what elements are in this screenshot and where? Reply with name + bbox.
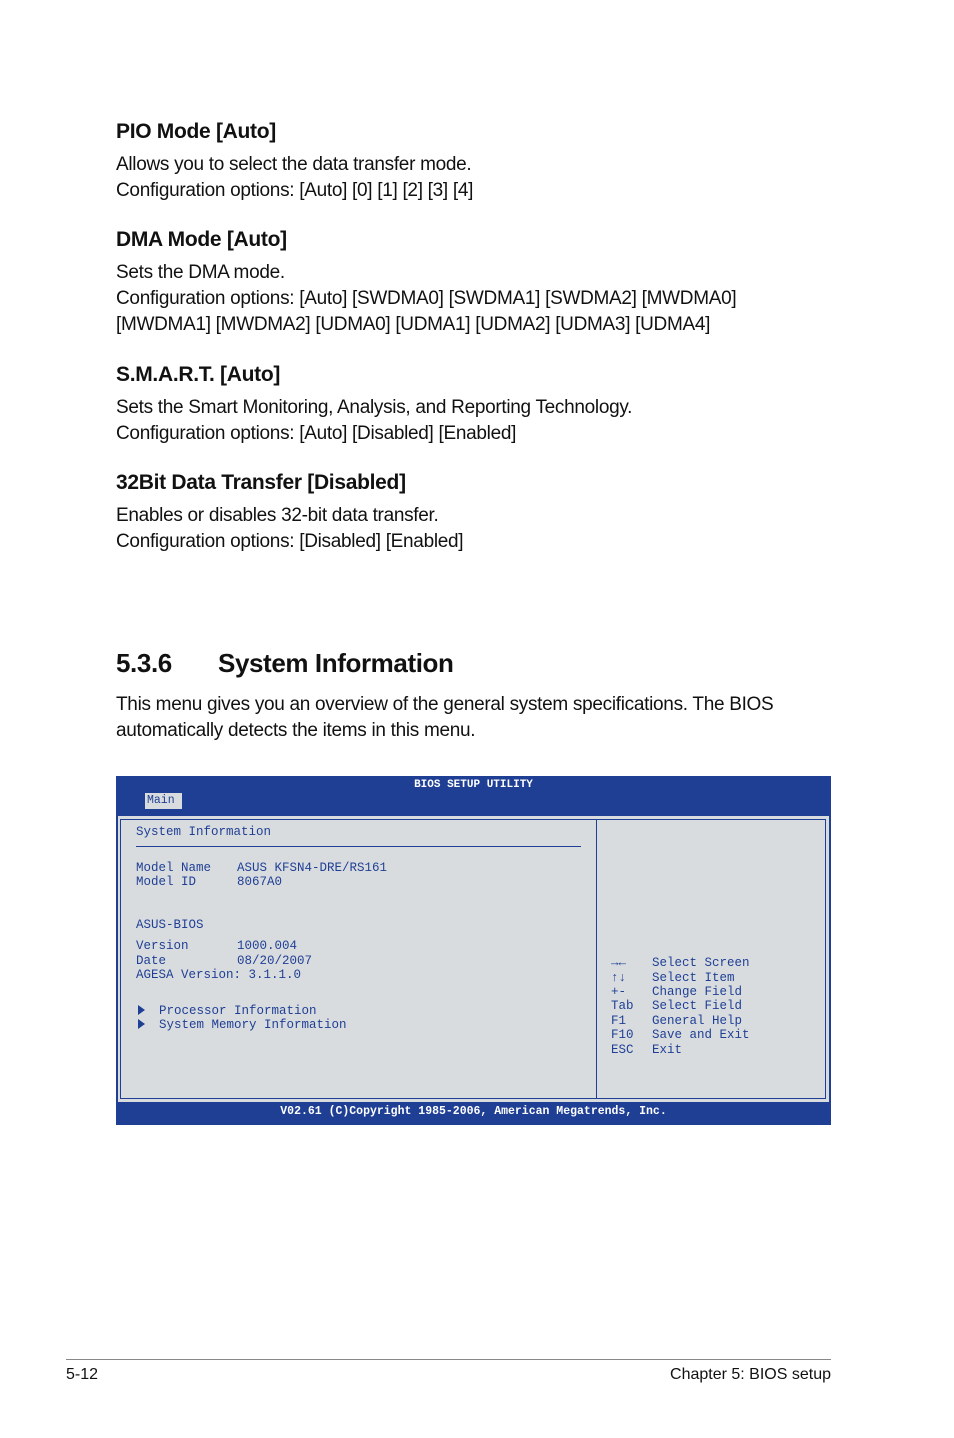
model-name-label: Model Name: [136, 861, 212, 875]
dma-mode-section: [116, 228, 836, 338]
tab-main[interactable]: Main: [145, 793, 182, 809]
help-action: Select Item: [652, 971, 735, 985]
help-action: Save and Exit: [652, 1028, 750, 1042]
pio-mode-section: [116, 120, 836, 204]
section-number: 5.3.6: [116, 648, 172, 678]
submenu-label: Processor Information: [159, 1004, 317, 1018]
footer-divider: [66, 1359, 831, 1360]
submenu-processor-information[interactable]: [138, 1004, 317, 1019]
bios-title: BIOS SETUP UTILITY: [414, 779, 533, 791]
section-heading: S.M.A.R.T. [Auto]: [116, 363, 281, 386]
page-number: 5-12: [66, 1366, 99, 1383]
intro-text: automatically detects the items in this menu.: [116, 720, 476, 741]
arrow-right-icon: [138, 1019, 145, 1029]
panel-title-rule: [136, 846, 581, 847]
system-info-heading: [116, 648, 454, 679]
help-action: Change Field: [652, 985, 743, 999]
section-text: Allows you to select the data transfer mode.: [116, 154, 472, 175]
model-name-value: ASUS KFSN4-DRE/RS161: [237, 861, 388, 875]
model-id-label: Model ID: [136, 875, 197, 889]
help-action: General Help: [652, 1014, 743, 1028]
version-label: Version: [136, 939, 189, 953]
help-key-tab: Tab: [611, 999, 634, 1013]
submenu-label: System Memory Information: [159, 1018, 347, 1032]
bios-divider: [596, 819, 597, 1099]
32bit-transfer-section: [116, 471, 836, 555]
help-key-plus-minus: +-: [611, 985, 627, 999]
section-text: Sets the Smart Monitoring, Analysis, and Reporting Technology.: [116, 397, 633, 418]
version-value: 1000.004: [237, 939, 298, 953]
bios-body: [118, 816, 829, 1102]
bios-screen: [116, 776, 831, 1125]
help-action: Select Field: [652, 999, 743, 1013]
section-title: System Information: [218, 648, 454, 678]
help-key-esc: ESC: [611, 1043, 634, 1057]
section-text: Enables or disables 32-bit data transfer.: [116, 505, 439, 526]
section-text: Configuration options: [Auto] [0] [1] [2] [3] [4]: [116, 180, 474, 201]
date-value: 08/20/2007: [237, 954, 313, 968]
intro-text: This menu gives you an overview of the general system specifications. The BIOS: [116, 694, 774, 715]
panel-title: System Information: [136, 825, 272, 839]
help-key-left-right: →←: [611, 956, 627, 970]
smart-section: [116, 363, 836, 447]
section-text: Configuration options: [Auto] [SWDMA0] [SWDMA1] [SWDMA2] [MWDMA0]: [116, 288, 737, 309]
help-action: Select Screen: [652, 956, 750, 970]
help-key-f1: F1: [611, 1014, 627, 1028]
agesa-version: AGESA Version: 3.1.1.0: [136, 968, 302, 982]
section-text: Configuration options: [Auto] [Disabled] [Enabled]: [116, 423, 517, 444]
section-text: [MWDMA1] [MWDMA2] [UDMA0] [UDMA1] [UDMA2] [UDMA3] [UDMA4]: [116, 314, 711, 335]
chapter-title: Chapter 5: BIOS setup: [670, 1366, 831, 1383]
submenu-system-memory-information[interactable]: [138, 1018, 347, 1033]
help-action: Exit: [652, 1043, 683, 1057]
section-heading: PIO Mode [Auto]: [116, 120, 276, 143]
model-id-value: 8067A0: [237, 875, 283, 889]
help-key-f10: F10: [611, 1028, 634, 1042]
bios-copyright: V02.61 (C)Copyright 1985-2006, American Megatrends, Inc.: [280, 1105, 667, 1118]
arrow-right-icon: [138, 1005, 145, 1015]
bios-heading: ASUS-BIOS: [136, 918, 204, 932]
section-text: Sets the DMA mode.: [116, 262, 285, 283]
section-text: Configuration options: [Disabled] [Enabled]: [116, 531, 464, 552]
system-info-intro: [116, 692, 836, 744]
section-heading: DMA Mode [Auto]: [116, 228, 287, 251]
date-label: Date: [136, 954, 167, 968]
section-heading: 32Bit Data Transfer [Disabled]: [116, 471, 406, 494]
help-key-up-down: ↑↓: [611, 971, 627, 985]
